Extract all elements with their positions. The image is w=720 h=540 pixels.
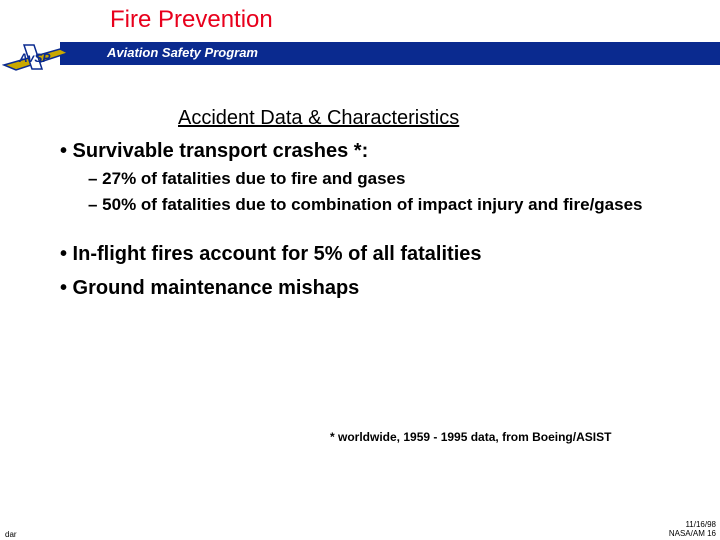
bullet-item: • Ground maintenance mishaps — [60, 277, 360, 299]
footer-date: 11/16/98 — [685, 520, 716, 529]
bullet-item: • Survivable transport crashes *: — [60, 140, 369, 162]
footer-left: dar — [5, 530, 17, 539]
sub-bullet-item: – 27% of fatalities due to fire and gases — [88, 169, 406, 188]
bullet-item: • In-flight fires account for 5% of all fatalities — [60, 243, 482, 265]
logo-text: AvSP — [19, 51, 51, 65]
section-heading: Accident Data & Characteristics — [178, 107, 460, 129]
program-subtitle: Aviation Safety Program — [107, 45, 258, 60]
footer-slide-id: NASA/AM 16 — [668, 529, 716, 538]
footnote: * worldwide, 1959 - 1995 data, from Boeing/ASIST — [330, 430, 612, 444]
footer-right — [669, 520, 716, 538]
avsp-logo — [2, 40, 72, 74]
page-title: Fire Prevention — [110, 6, 273, 33]
sub-bullet-item: – 50% of fatalities due to combination of impact injury and fire/gases — [88, 195, 643, 214]
